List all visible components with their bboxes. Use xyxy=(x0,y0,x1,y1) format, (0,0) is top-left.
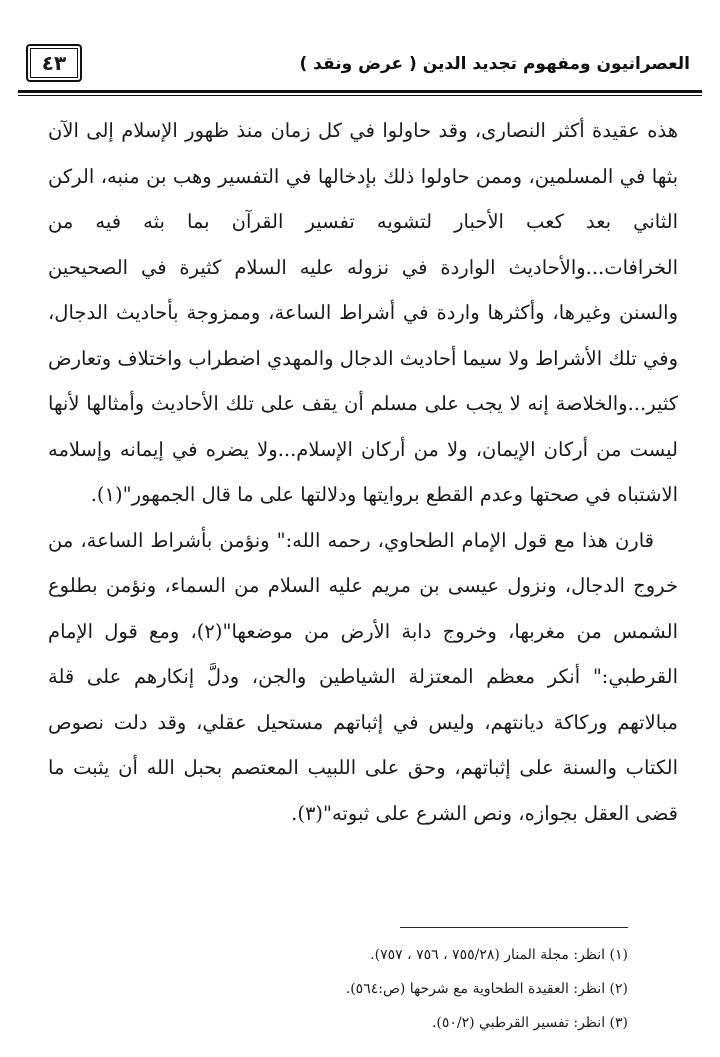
footnote-2: (٢) انظر: العقيدة الطحاوية مع شرحها (ص:٥٦٤). xyxy=(345,981,628,997)
footnote-3: (٣) انظر: تفسير القرطبي (٥٠/٢). xyxy=(431,1015,628,1031)
paragraph-comparison: قارن هذا مع قول الإمام الطحاوي، رحمه الله:" ونؤمن بأشراط الساعة، من خروج الدجال، ونزول عيسى بن مريم عليه السلام من السماء، ونؤمن بطلوع الشمس من مغربها، وخروج دابة الأرض من موضعها"(٢)، ومع قول الإمام القرطبي:" أنكر معظم المعتزلة الشياطين والجن، ودلَّ إنكارهم على قلة مبالاتهم وركاكة ديانتهم، وليس في إثباتهم مستحيل عقلي، وقد دلت نصوص الكتاب والسنة على إثباتهم، وحق على اللبيب المعتصم بحبل الله أن يثبت ما قضى العقل بجوازه، ونص الشرع على ثبوته"(٣). xyxy=(48,528,678,825)
footnotes xyxy=(300,938,628,1040)
header-rule xyxy=(18,90,702,93)
body-text xyxy=(48,108,678,836)
footnote-separator xyxy=(400,927,628,928)
page-number: ٤٣ xyxy=(26,44,82,82)
footnote-1: (١) انظر: مجلة المنار (٧٥٥/٢٨ ، ٧٥٦ ، ٧٥٧). xyxy=(370,947,628,963)
page-header xyxy=(18,40,702,86)
paragraph-quote: هذه عقيدة أكثر النصارى، وقد حاولوا في كل زمان منذ ظهور الإسلام إلى الآن بثها في المسلمين، وممن حاولوا ذلك بإدخالها في التفسير وهب بن منبه، الركن الثاني بعد كعب الأحبار لتشويه تفسير القرآن بما بثه فيه من الخرافات...والأحاديث الواردة في نزوله عليه السلام كثيرة في الصحيحين والسنن وغيرها، وأكثرها واردة في أشراط الساعة، وممزوجة بأحاديث الدجال، وفي تلك الأشراط ولا سيما أحاديث الدجال والمهدي اضطراب واختلاف وتعارض كثير...والخلاصة إنه لا يجب على مسلم أن يقف على تلك الأحاديث وأمثالها لأنها ليست من أركان الإيمان، ولا من أركان الإسلام...ولا يضره في إيمانه وإسلامه الاشتباه في صحتها وعدم القطع بروايتها ودلالتها على ما قال الجمهور"(١). xyxy=(48,119,678,506)
running-title: العصرانيون ومفهوم تجديد الدين ( عرض ونقد ) xyxy=(299,54,690,74)
